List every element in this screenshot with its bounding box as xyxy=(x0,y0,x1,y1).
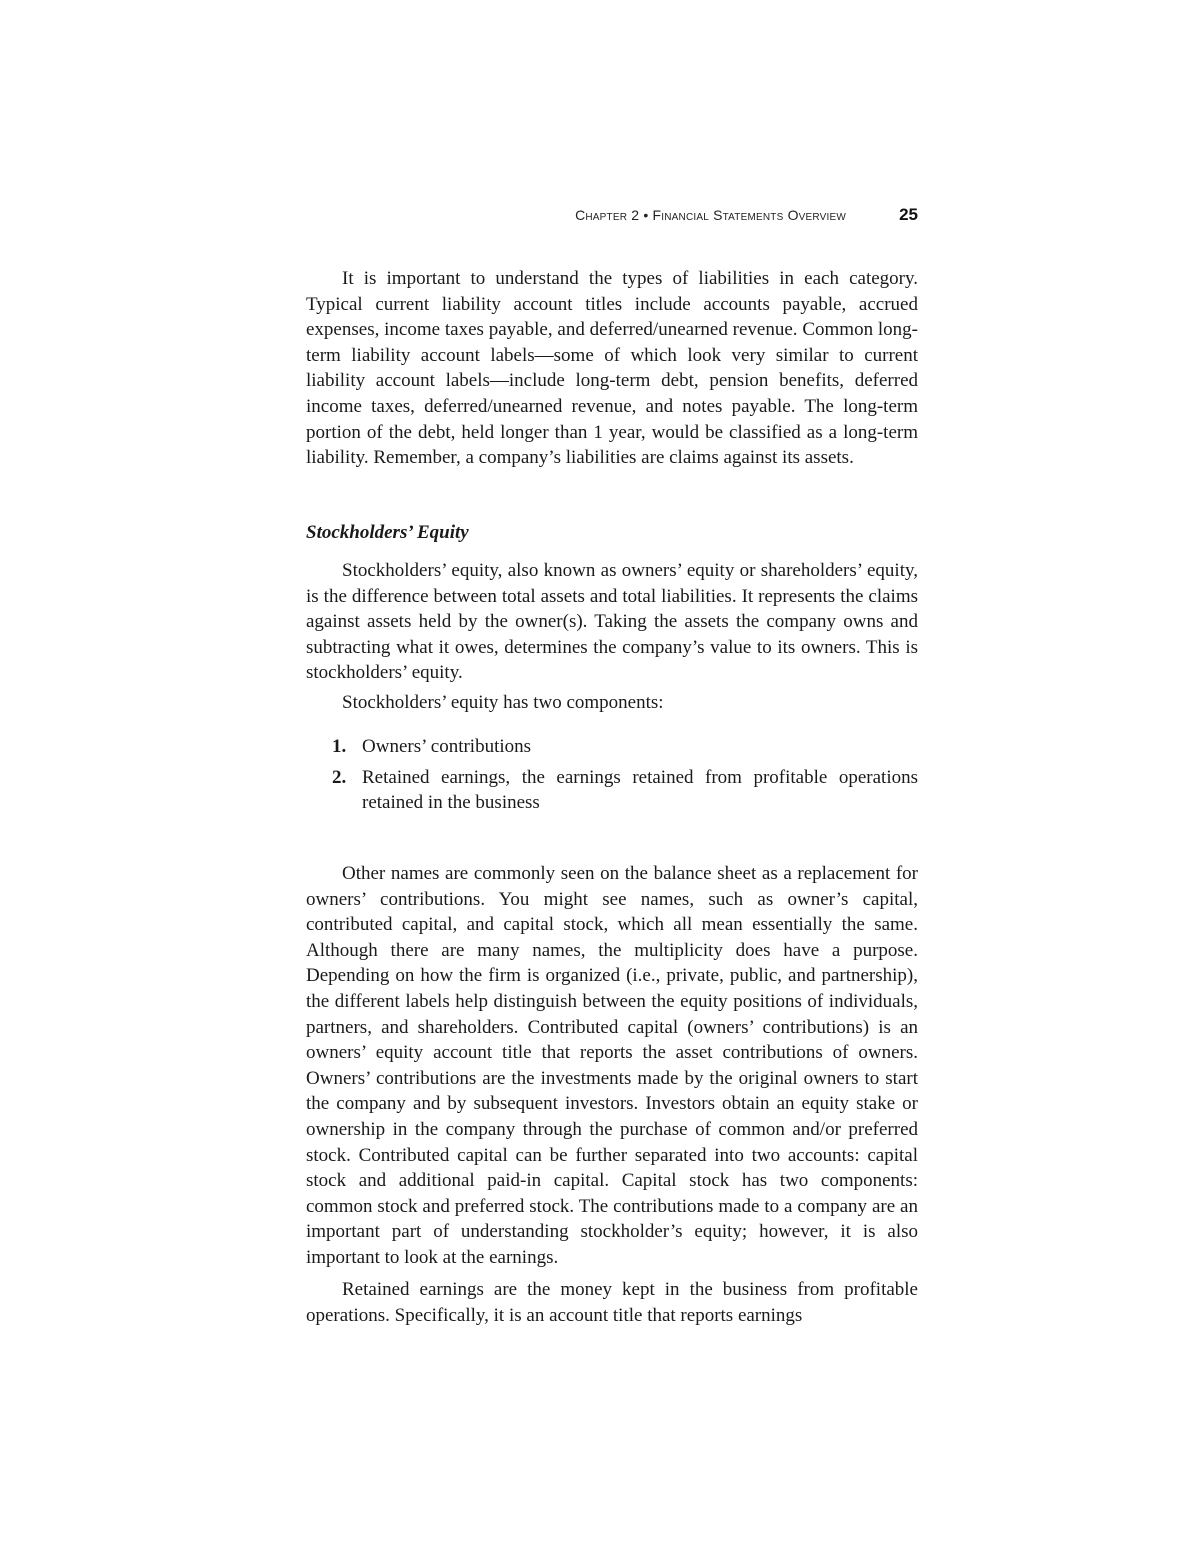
list-item xyxy=(306,765,918,816)
components-list xyxy=(306,734,918,821)
list-item-text: Retained earnings, the earnings retained from profitable operations retained in the business xyxy=(362,766,918,814)
section-heading: Stockholders’ Equity xyxy=(306,522,469,543)
list-item-number: 1. xyxy=(332,736,347,757)
list-item xyxy=(306,734,918,760)
liabilities-paragraph: It is important to understand the types of liabilities in each category. Typical current liability account titles include accounts payable, accrued expenses, income taxes payable, and deferred/unearned revenue. Common long-term liability account labels—some of which look very similar to current liability account labels—include long-term debt, pension benefits, deferred income taxes, deferred/unearned revenue, and notes payable. The long-term portion of the debt, held longer than 1 year, would be classified as a long-term liability. Remember, a company’s liabilities are claims against its assets. xyxy=(306,268,918,469)
list-item-number: 2. xyxy=(332,766,347,788)
running-title: Chapter 2 • Financial Statements Overview xyxy=(575,207,846,223)
list-item-text: Owners’ contributions xyxy=(362,736,532,757)
equity-definition-paragraph: Stockholders’ equity, also known as owners’ equity or shareholders’ equity, is the difference between total assets and total liabilities. It represents the claims against assets held by the owner(s). Taking the assets the company owns and subtracting what it owes, determines the company’s value to its owners. This is stockholders’ equity. xyxy=(306,560,918,684)
page-number: 25 xyxy=(899,205,918,224)
retained-earnings-paragraph: Retained earnings are the money kept in the business from profitable operations. Specifically, it is an account title that reports earnings xyxy=(306,1279,918,1326)
running-head xyxy=(306,207,918,231)
other-names-paragraph: Other names are commonly seen on the balance sheet as a replacement for owners’ contributions. You might see names, such as owner’s capital, contributed capital, and capital stock, which all mean essentially the same. Although there are many names, the multiplicity does have a purpose. Depending on how the firm is organized (i.e., private, public, and partnership), the different labels help distinguish between the equity positions of individuals, partners, and shareholders. Contributed capital (owners’ contributions) is an owners’ equity account title that reports the asset contributions of owners. Owners’ contributions are the investments made by the original owners to start the company and by subsequent investors. Investors obtain an equity stake or ownership in the company through the purchase of common and/or preferred stock. Contributed capital can be further separated into two accounts: capital stock and additional paid-in capital. Capital stock has two components: common stock and preferred stock. The contributions made to a company are an important part of understanding stockholder’s equity; however, it is also important to look at the earnings. xyxy=(306,863,918,1268)
components-intro-paragraph: Stockholders’ equity has two components: xyxy=(342,692,664,713)
